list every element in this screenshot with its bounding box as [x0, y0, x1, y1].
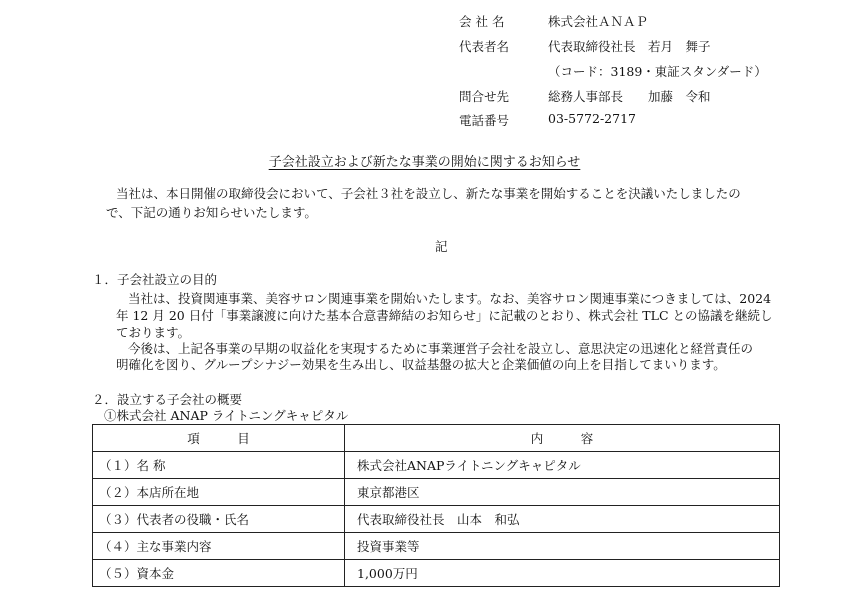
table-row [93, 533, 780, 560]
table-header-item: 項 目 [93, 425, 345, 452]
intro-line-2: で、下記の通りお知らせいたします。 [106, 205, 317, 220]
section-1-para-1-line-3: ております。 [116, 325, 191, 340]
phone-value: 03-5772-2717 [548, 111, 636, 126]
contact-label: 問合せ先 [459, 89, 510, 104]
company-name-value: 株式会社ＡＮＡＰ [548, 14, 649, 29]
section-1-para-2-line-2: 明確化を図り、グループシナジー効果を生み出し、収益基盤の拡大と企業価値の向上を目指してまいります。 [116, 357, 726, 372]
row-content: 1,000万円 [345, 560, 780, 587]
representative-label: 代表者名 [459, 39, 510, 54]
row-content: 東京都港区 [345, 479, 780, 506]
table-row [93, 560, 780, 587]
row-item: （４）主な事業内容 [93, 533, 345, 560]
section-1-para-2-line-1: 今後は、上記各事業の早期の収益化を実現するために事業運営子会社を設立し、意思決定の迅速化と経営責任の [128, 341, 754, 356]
row-item: （５）資本金 [93, 560, 345, 587]
row-content: 株式会社ANAPライトニングキャピタル [345, 452, 780, 479]
page-title: 子会社設立および新たな事業の開始に関するお知らせ [268, 155, 581, 170]
contact-value: 総務人事部長 加藤 令和 [548, 89, 711, 104]
phone-label: 電話番号 [459, 113, 510, 128]
section-1-heading: １．子会社設立の目的 [92, 272, 218, 287]
subsidiary-heading: ①株式会社 ANAP ライトニングキャピタル [104, 408, 349, 423]
row-item: （１）名 称 [93, 452, 345, 479]
section-1-para-1-line-1: 当社は、投資関連事業、美容サロン関連事業を開始いたします。なお、美容サロン関連事業につきましては、2024 [128, 291, 772, 306]
ki-mark: 記 [435, 239, 448, 254]
table-header-content: 内 容 [345, 425, 780, 452]
representative-value: 代表取締役社長 若月 舞子 [548, 39, 711, 54]
company-name-label: 会 社 名 [459, 14, 505, 29]
row-content: 投資事業等 [345, 533, 780, 560]
table-row [93, 506, 780, 533]
row-item: （２）本店所在地 [93, 479, 345, 506]
table-row [93, 452, 780, 479]
stock-code: （コード：3189・東証スタンダード） [548, 64, 767, 79]
section-2-heading: ２．設立する子会社の概要 [92, 392, 243, 407]
intro-line-1: 当社は、本日開催の取締役会において、子会社３社を設立し、新たな事業を開始することを決議いたしましたの [116, 186, 741, 201]
subsidiary-overview-table [92, 424, 780, 587]
row-item: （３）代表者の役職・氏名 [93, 506, 345, 533]
section-1-para-1-line-2: 年 12 月 20 日付「事業譲渡に向けた基本合意書締結のお知らせ」に記載のとおり、株式会社 TLC との協議を継続し [116, 308, 773, 323]
table-row [93, 479, 780, 506]
table-header-row [93, 425, 780, 452]
row-content: 代表取締役社長 山本 和弘 [345, 506, 780, 533]
